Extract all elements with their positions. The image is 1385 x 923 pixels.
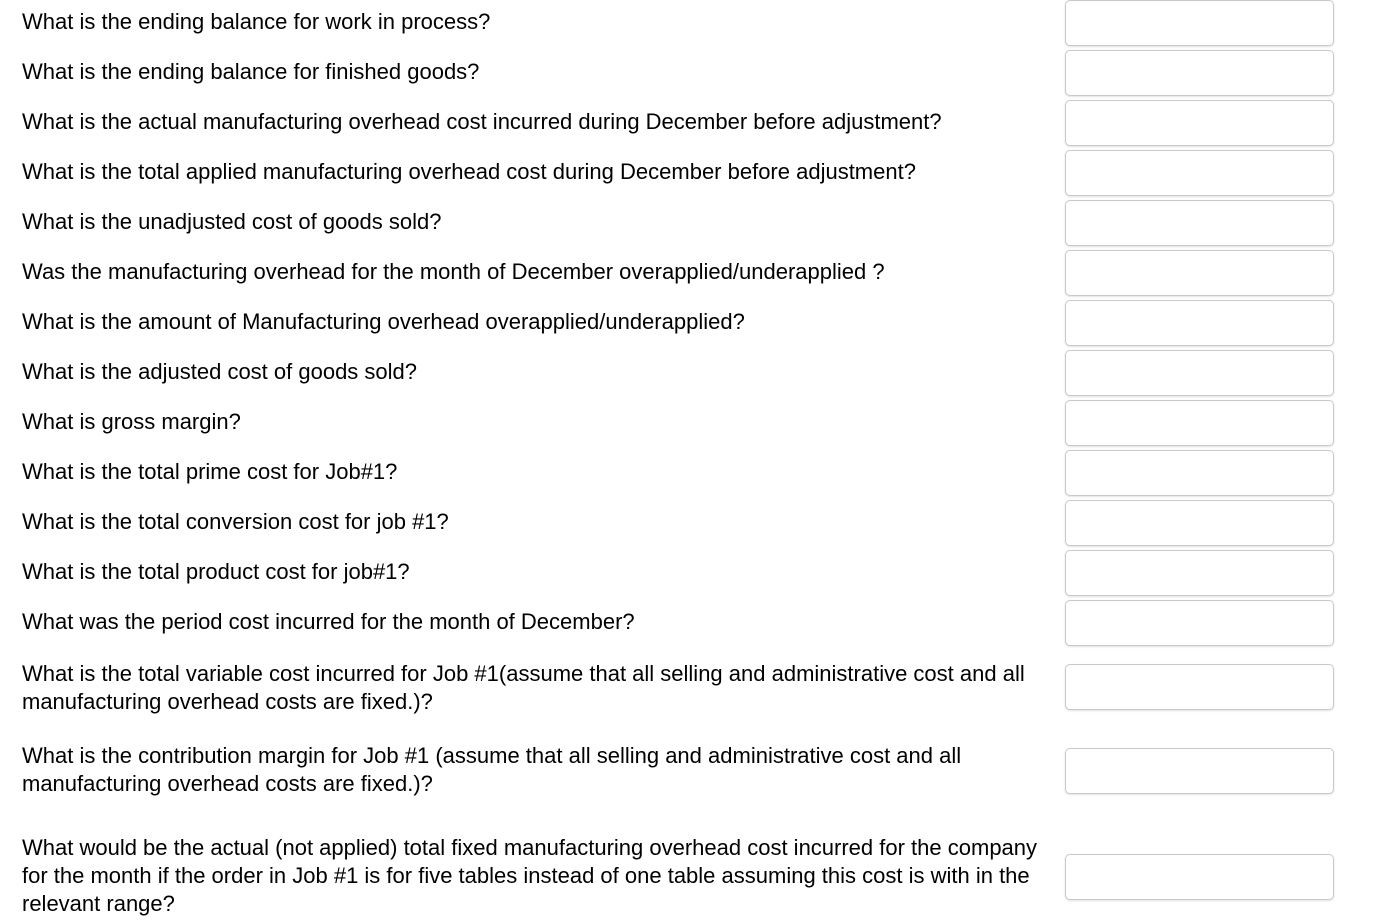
answer-input-9[interactable] [1065,400,1334,446]
question-9-text: What is gross margin? [22,409,241,434]
answer-input-1[interactable] [1065,0,1334,46]
question-8-text: What is the adjusted cost of goods sold? [22,359,418,384]
answer-input-16[interactable] [1065,854,1334,900]
answer-input-8[interactable] [1065,350,1334,396]
answer-input-4[interactable] [1065,150,1334,196]
answer-input-3[interactable] [1065,100,1334,146]
question-1-text: What is the ending balance for work in process? [22,9,491,34]
question-16-text: What would be the actual (not applied) total fixed manufacturing overhead cost incurred for the company for the month if the order in Job #1 is for five tables instead of one table assuming this cost is with in the relevant range? [22,835,1038,916]
question-15-text: What is the contribution margin for Job #1 (assume that all selling and administrative cost and all manufacturing overhead costs are fixed.)? [22,743,962,796]
question-2-text: What is the ending balance for finished goods? [22,59,480,84]
answer-input-5[interactable] [1065,200,1334,246]
answer-input-11[interactable] [1065,500,1334,546]
question-4-text: What is the total applied manufacturing overhead cost during December before adjustment? [22,159,916,184]
answer-input-15[interactable] [1065,748,1334,794]
answer-input-7[interactable] [1065,300,1334,346]
answer-input-14[interactable] [1065,664,1334,710]
answer-input-10[interactable] [1065,450,1334,496]
question-10-text: What is the total prime cost for Job#1? [22,459,398,484]
question-6-text: Was the manufacturing overhead for the month of December overapplied/underapplied ? [22,259,885,284]
answer-input-13[interactable] [1065,600,1334,646]
answer-input-6[interactable] [1065,250,1334,296]
question-3-text: What is the actual manufacturing overhead cost incurred during December before adjustment? [22,109,942,134]
answer-input-2[interactable] [1065,50,1334,96]
question-13-text: What was the period cost incurred for the month of December? [22,609,635,634]
question-5-text: What is the unadjusted cost of goods sold? [22,209,442,234]
question-12-text: What is the total product cost for job#1? [22,559,410,584]
answer-input-12[interactable] [1065,550,1334,596]
question-14-text: What is the total variable cost incurred for Job #1(assume that all selling and administrative cost and all manufacturing overhead costs are fixed.)? [22,661,1025,714]
question-11-text: What is the total conversion cost for job #1? [22,509,449,534]
question-7-text: What is the amount of Manufacturing overhead overapplied/underapplied? [22,309,745,334]
